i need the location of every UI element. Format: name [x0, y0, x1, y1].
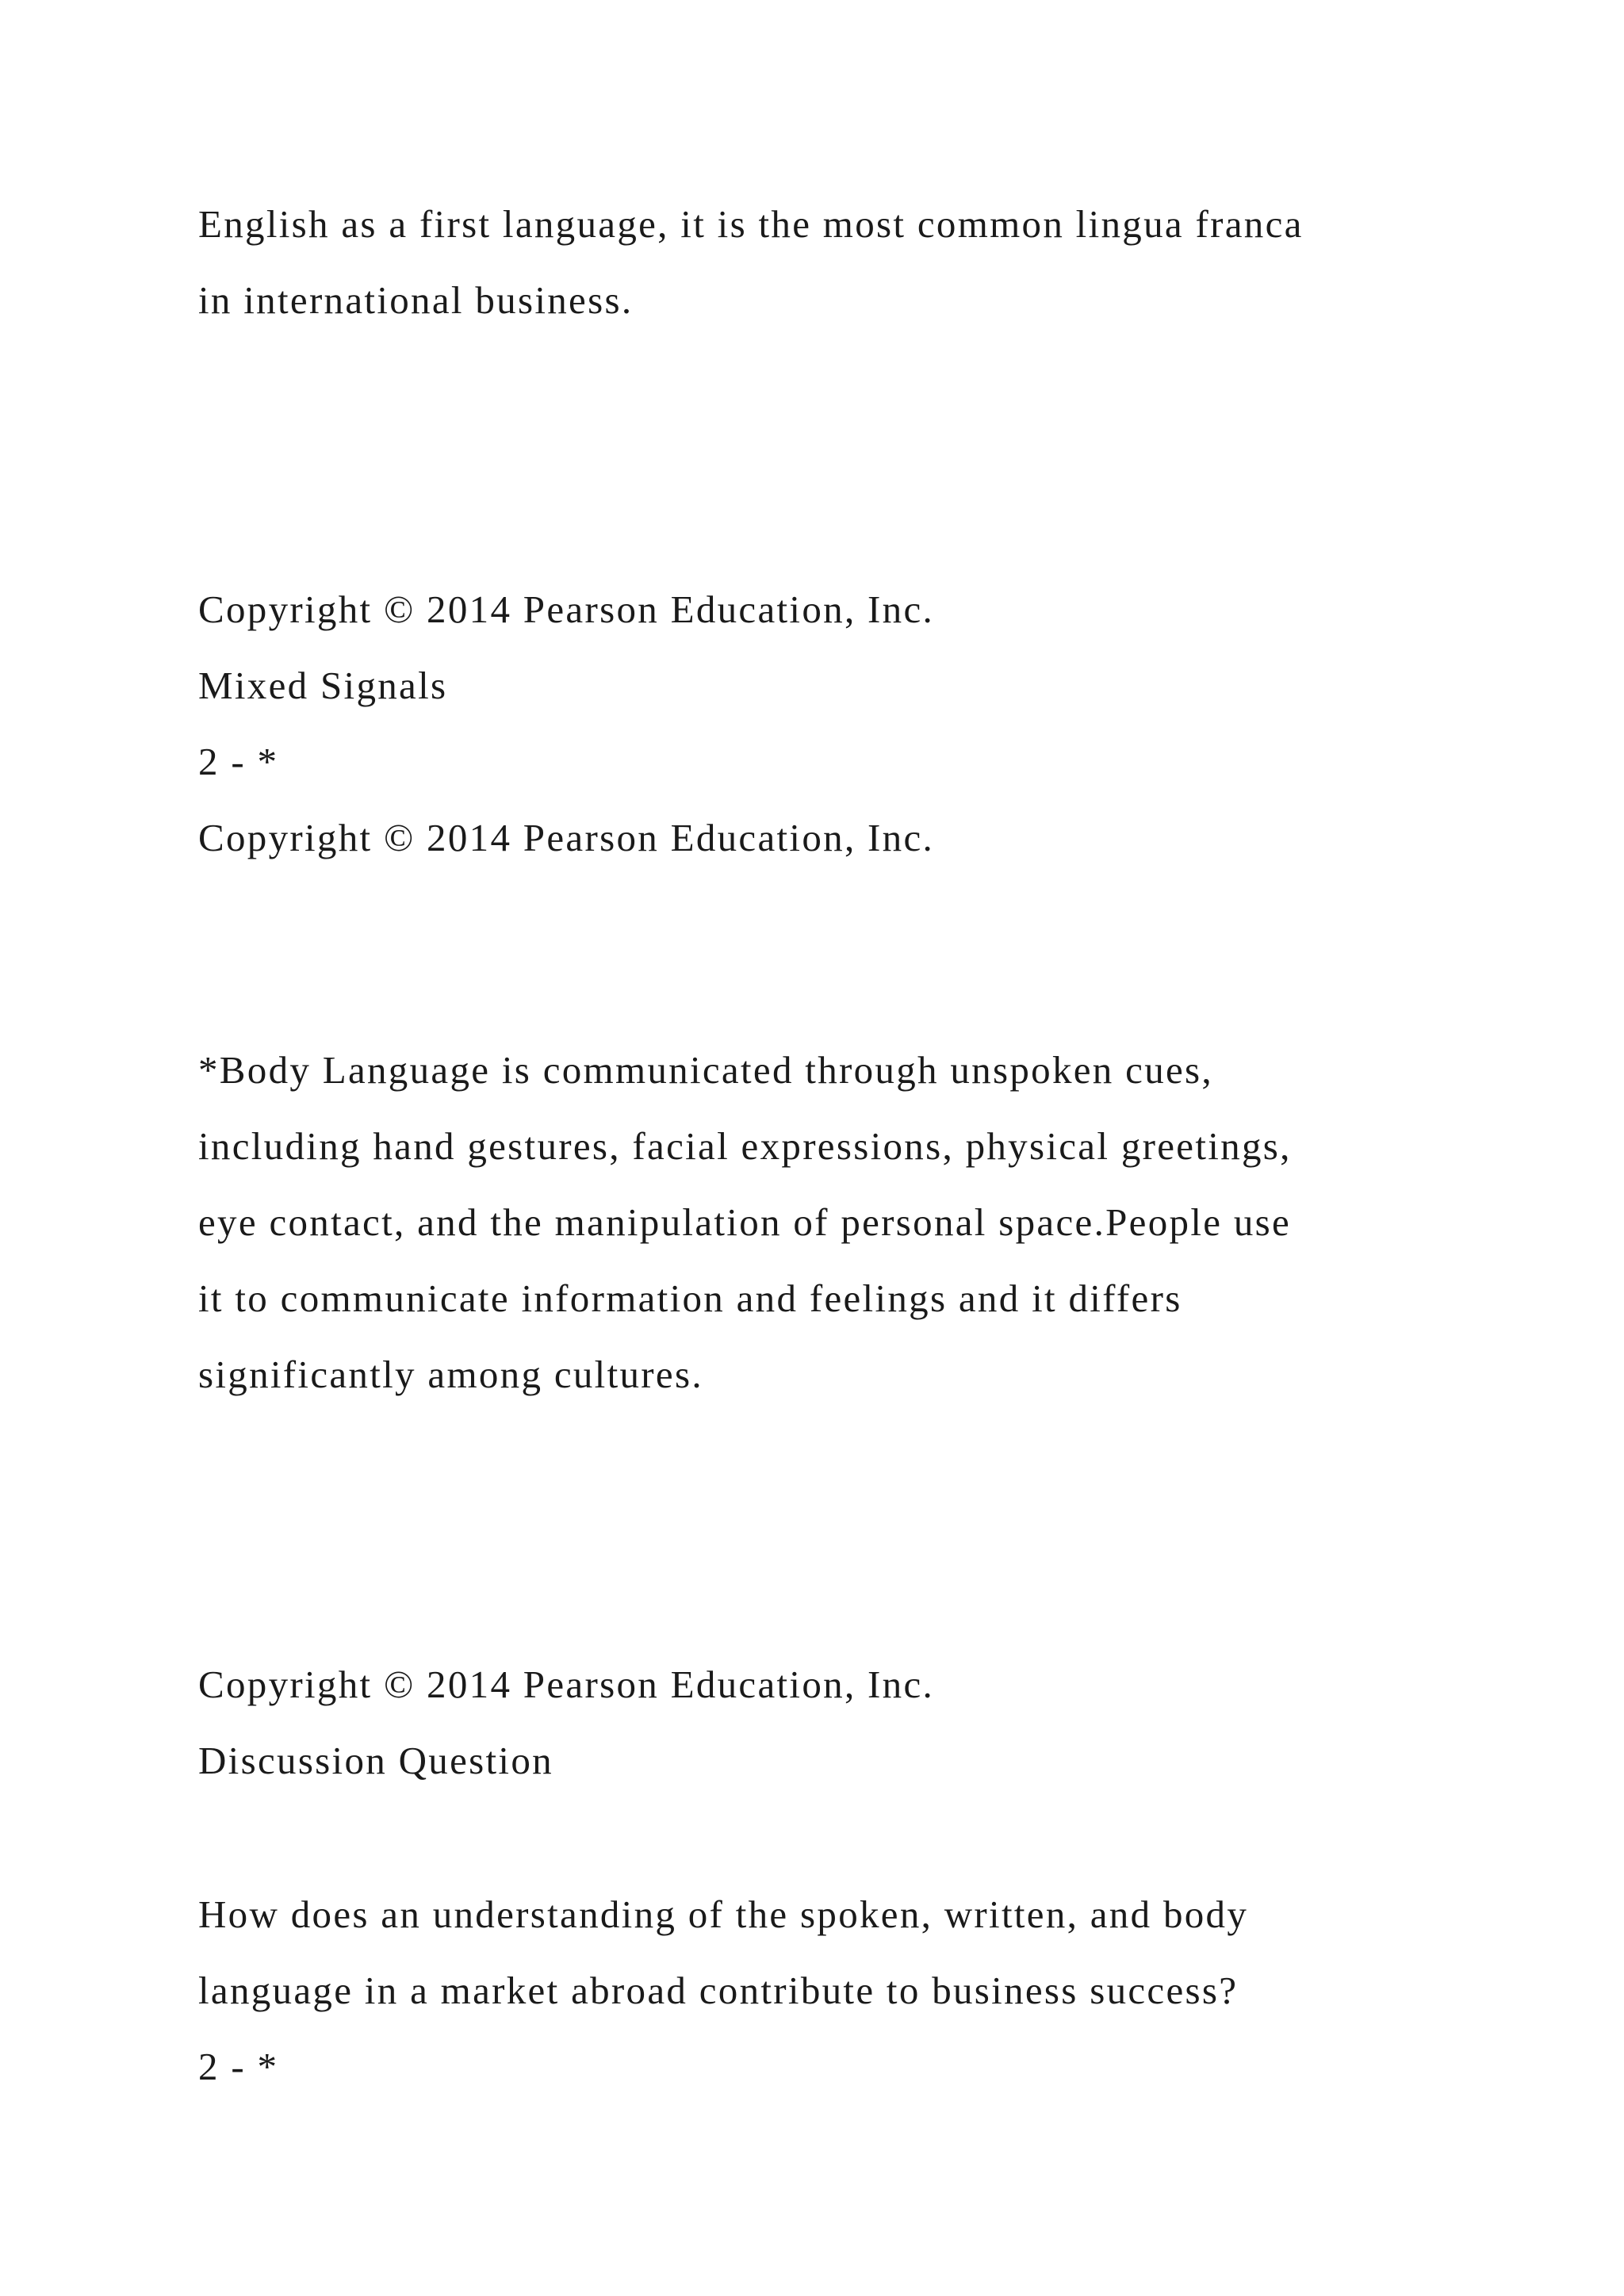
slide-number: 2 - * [198, 2045, 279, 2088]
text-line: including hand gestures, facial expressions, physical greetings, [198, 1124, 1292, 1168]
copyright-line: Copyright © 2014 Pearson Education, Inc. [198, 1663, 935, 1706]
text-line: eye contact, and the manipulation of personal space.People use [198, 1200, 1292, 1244]
text-line: *Body Language is communicated through unspoken cues, [198, 1048, 1213, 1092]
copyright-line: Copyright © 2014 Pearson Education, Inc. [198, 587, 935, 631]
text-line: English as a first language, it is the most common lingua franca [198, 202, 1304, 246]
slide-title: Discussion Question [198, 1739, 553, 1782]
text-line: How does an understanding of the spoken, written, and body [198, 1892, 1249, 1936]
text-line: it to communicate information and feelings and it differs [198, 1276, 1182, 1320]
text-line: language in a market abroad contribute to business success? [198, 1969, 1239, 2012]
copyright-line: Copyright © 2014 Pearson Education, Inc. [198, 816, 935, 859]
text-line: significantly among cultures. [198, 1353, 703, 1396]
slide-title: Mixed Signals [198, 664, 448, 707]
slide-number: 2 - * [198, 740, 279, 783]
text-line: in international business. [198, 278, 634, 322]
